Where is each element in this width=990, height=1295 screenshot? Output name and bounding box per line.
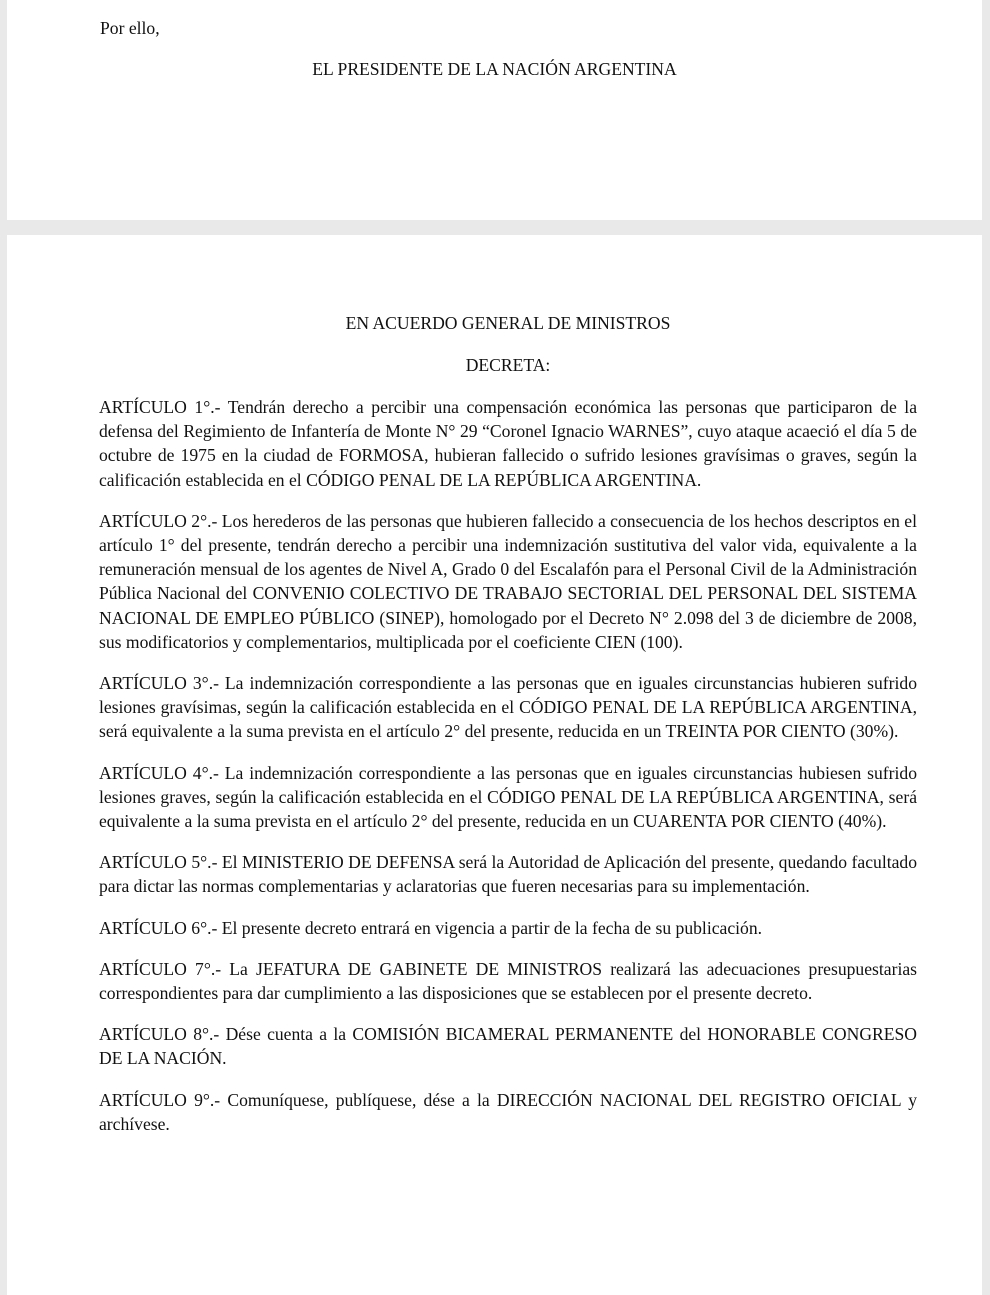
closing-phrase: Por ello, xyxy=(100,18,160,38)
decree-heading: DECRETA: xyxy=(465,355,551,375)
article-9: ARTÍCULO 9°.- Comuníquese, publíquese, dése a la DIRECCIÓN NACIONAL DEL REGISTRO OFICIAL y archívese. xyxy=(99,1089,917,1134)
document-page-1 xyxy=(7,0,982,220)
article-1: ARTÍCULO 1°.- Tendrán derecho a percibir una compensación económica las personas que participaron de la defensa del Regimiento de Infantería de Monte N° 29 “Coronel Ignacio WARNES”, cuyo ataque acaeció el día 5 de octubre de 1975 en la ciudad de FORMOSA, hubieran fallecido o sufrido lesiones gravísimas o graves, según la calificación establecida en el CÓDIGO PENAL DE LA REPÚBLICA ARGENTINA. xyxy=(99,397,917,490)
article-2: ARTÍCULO 2°.- Los herederos de las personas que hubieren fallecido a consecuencia de los hechos descriptos en el artículo 1° del presente, tendrán derecho a percibir una indemnización sustitutiva del valor vida, equivalente a la remuneración mensual de los agentes de Nivel A, Grado 0 del Escalafón para el Personal Civil de la Administración Pública Nacional del CONVENIO COLECTIVO DE TRABAJO SECTORIAL DEL PERSONAL DEL SISTEMA NACIONAL DE EMPLEO PÚBLICO (SINEP), homologado por el Decreto N° 2.098 del 3 de diciembre de 2008, sus modificatorios y complementarios, multiplicada por el coeficiente CIEN (100). xyxy=(99,510,917,652)
article-8: ARTÍCULO 8°.- Dése cuenta a la COMISIÓN BICAMERAL PERMANENTE del HONORABLE CONGRESO DE LA NACIÓN. xyxy=(99,1024,917,1069)
signatory-heading: EL PRESIDENTE DE LA NACIÓN ARGENTINA xyxy=(312,59,677,79)
articles-list xyxy=(99,395,917,1153)
article-3: ARTÍCULO 3°.- La indemnización correspondiente a las personas que en iguales circunstancias hubieren sufrido lesiones gravísimas, según la calificación establecida en el CÓDIGO PENAL DE LA REPÚBLICA ARGENTINA, será equivalente a la suma prevista en el artículo 2° del presente, reducida en un TREINTA POR CIENTO (30%). xyxy=(99,673,917,742)
article-6: ARTÍCULO 6°.- El presente decreto entrará en vigencia a partir de la fecha de su publicación. xyxy=(99,917,763,938)
article-7: ARTÍCULO 7°.- La JEFATURA DE GABINETE DE MINISTROS realizará las adecuaciones presupuestarias correspondientes para dar cumplimiento a las disposiciones que se establecen por el presente decreto. xyxy=(99,958,917,1004)
article-5: ARTÍCULO 5°.- El MINISTERIO DE DEFENSA será la Autoridad de Aplicación del presente, quedando facultado para dictar las normas complementarias y aclaratorias que fueren necesarias para su implementación. xyxy=(99,852,917,897)
document-page-2 xyxy=(7,235,982,1295)
article-4: ARTÍCULO 4°.- La indemnización correspondiente a las personas que en iguales circunstancias hubiesen sufrido lesiones graves, según la calificación establecida en el CÓDIGO PENAL DE LA REPÚBLICA ARGENTINA, será equivalente a la suma prevista en el artículo 2° del presente, reducida en un CUARENTA POR CIENTO (40%). xyxy=(99,762,917,832)
agreement-heading: EN ACUERDO GENERAL DE MINISTROS xyxy=(345,313,671,333)
